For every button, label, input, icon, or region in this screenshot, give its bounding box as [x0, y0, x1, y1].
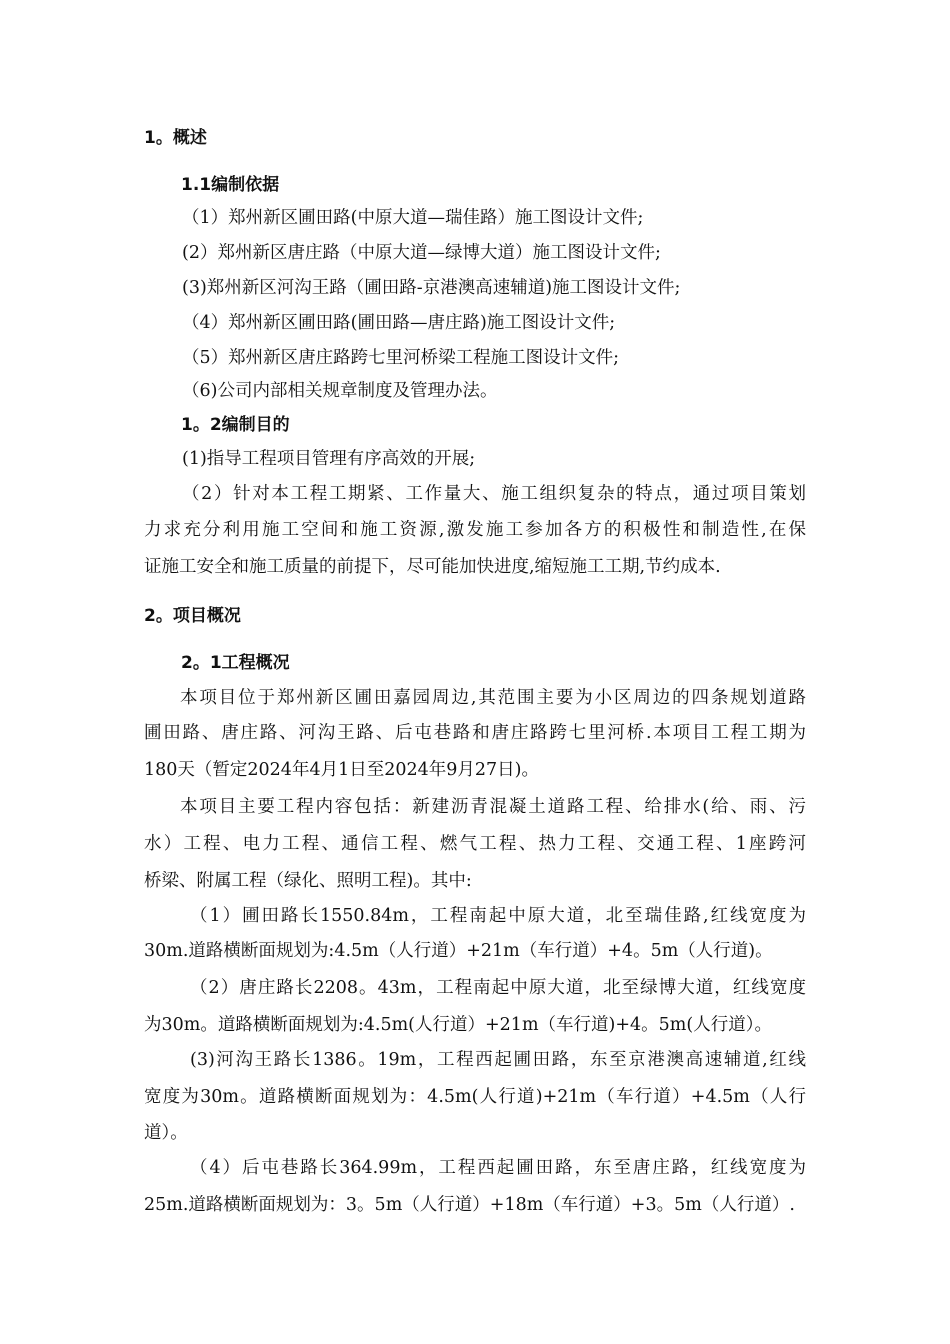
- basis-item-4: （4）郑州新区圃田路(圃田路—唐庄路)施工图设计文件;: [182, 313, 616, 333]
- section-1-2-heading: 1。2编制目的: [181, 415, 290, 435]
- purpose-item-2-line-1: （2）针对本工程工期紧、工作量大、施工组织复杂的特点，通过项目策划: [182, 484, 806, 504]
- overview-para-1-line-3: 180天（暂定2024年4月1日至2024年9月27日)。: [144, 760, 539, 780]
- road-2-line-2: 为30m。道路横断面规划为:4.5m(人行道）+21m（车行道)+4。5m(人行道）。: [144, 1015, 772, 1035]
- basis-item-1: （1）郑州新区圃田路(中原大道—瑞佳路）施工图设计文件;: [182, 208, 644, 228]
- overview-para-2-line-3: 桥梁、附属工程（绿化、照明工程)。其中:: [144, 871, 472, 891]
- road-3-line-2: 宽度为30m。道路横断面规划为：4.5m(人行道)+21m（车行道）+4.5m（人行: [144, 1087, 806, 1107]
- overview-para-2-line-2: 水）工程、电力工程、通信工程、燃气工程、热力工程、交通工程、1座跨河: [144, 834, 806, 854]
- basis-item-2: (2）郑州新区唐庄路（中原大道—绿博大道）施工图设计文件;: [182, 243, 661, 263]
- road-1-line-1: （1）圃田路长1550.84m，工程南起中原大道，北至瑞佳路,红线宽度为: [190, 906, 806, 926]
- basis-item-5: （5）郑州新区唐庄路跨七里河桥梁工程施工图设计文件;: [182, 348, 620, 368]
- road-1-line-2: 30m.道路横断面规划为:4.5m（人行道）+21m（车行道）+4。5m（人行道)。: [144, 941, 773, 961]
- road-4-line-1: （4）后屯巷路长364.99m，工程西起圃田路，东至唐庄路，红线宽度为: [190, 1158, 806, 1178]
- overview-para-1-line-1: 本项目位于郑州新区圃田嘉园周边,其范围主要为小区周边的四条规划道路: [180, 688, 806, 708]
- basis-item-3: (3)郑州新区河沟王路（圃田路-京港澳高速辅道)施工图设计文件;: [182, 278, 681, 298]
- road-2-line-1: （2）唐庄路长2208。43m，工程南起中原大道，北至绿博大道，红线宽度: [190, 978, 806, 998]
- section-1-1-heading: 1.1编制依据: [181, 175, 280, 195]
- purpose-item-2-line-2: 力求充分利用施工空间和施工资源,激发施工参加各方的积极性和制造性,在保: [144, 520, 806, 540]
- overview-para-1-line-2: 圃田路、唐庄路、河沟王路、后屯巷路和唐庄路跨七里河桥.本项目工程工期为: [144, 723, 806, 743]
- road-3-line-1: (3)河沟王路长1386。19m，工程西起圃田路，东至京港澳高速辅道,红线: [190, 1050, 806, 1070]
- road-3-line-3: 道）。: [144, 1123, 188, 1143]
- section-2-heading: 2。项目概况: [144, 606, 241, 626]
- overview-para-2-line-1: 本项目主要工程内容包括：新建沥青混凝土道路工程、给排水(给、雨、污: [180, 797, 806, 817]
- section-1-heading: 1。概述: [144, 128, 207, 148]
- road-4-line-2: 25m.道路横断面规划为：3。5m（人行道）+18m（车行道）+3。5m（人行道）.: [144, 1195, 795, 1215]
- basis-item-6: （6)公司内部相关规章制度及管理办法。: [182, 381, 498, 401]
- purpose-item-1: (1)指导工程项目管理有序高效的开展;: [182, 449, 476, 469]
- section-2-1-heading: 2。1工程概况: [181, 653, 290, 673]
- purpose-item-2-line-3: 证施工安全和施工质量的前提下，尽可能加快进度,缩短施工工期,节约成本.: [144, 557, 721, 577]
